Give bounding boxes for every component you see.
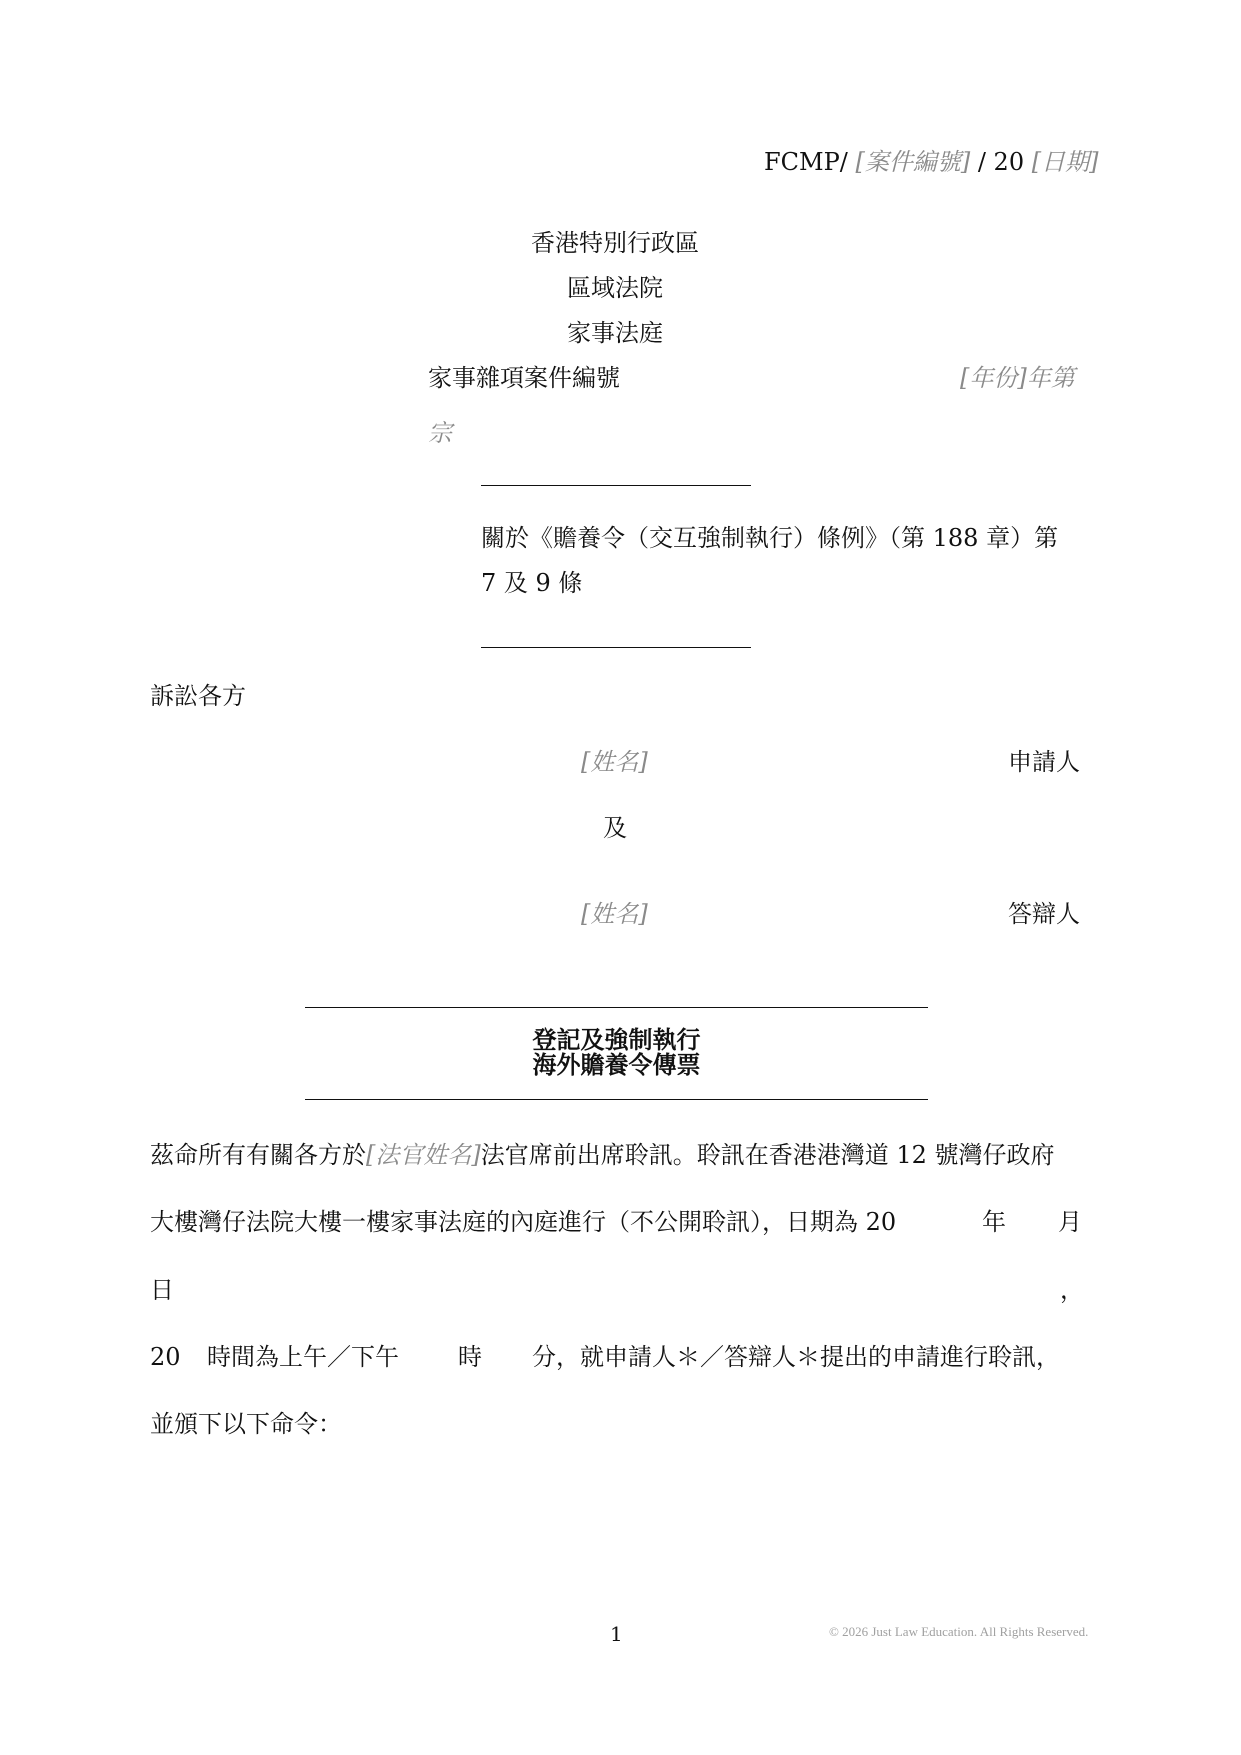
respondent-name-placeholder: [姓名] [581, 900, 648, 928]
title-bottom-rule [305, 1099, 928, 1100]
case-number [764, 147, 1098, 177]
body-line-5: 並頒下以下命令： [150, 1410, 342, 1438]
day-comma: ， [1060, 1276, 1084, 1304]
statute-line-2: 7 及 9 條 [481, 569, 583, 597]
case-year [960, 363, 1075, 393]
year-placeholder: [年份] [960, 364, 1027, 392]
year-suffix: 年第 [1026, 364, 1075, 392]
court-name: 區域法院 [567, 274, 663, 302]
applicant-name-placeholder: [姓名] [581, 748, 648, 776]
hour-blank-label: 時 [458, 1343, 482, 1371]
and-conjunction: 及 [603, 814, 627, 842]
body-text: 法官席前出席聆訊。聆訊在香港港灣道 12 號灣仔政府 [480, 1141, 1055, 1169]
document-title-line-1: 登記及強制執行 [532, 1025, 701, 1054]
body-line-1 [150, 1140, 1055, 1170]
statute-line-1: 關於《贍養令（交互強制執行）條例》（第 188 章）第 [481, 524, 1059, 552]
body-text: 茲命所有有關各方於 [150, 1141, 366, 1169]
divider-rule [481, 647, 751, 648]
copyright-notice: © 2026 Just Law Education. All Rights Reserved. [829, 1624, 1089, 1639]
page-number: 1 [610, 1622, 623, 1646]
case-prefix: FCMP/ [764, 148, 848, 176]
court-region: 香港特別行政區 [531, 229, 699, 257]
divider-rule [481, 485, 751, 486]
case-year-separator: / 20 [977, 148, 1025, 176]
case-number-placeholder: [案件編號] [855, 148, 971, 176]
title-top-rule [305, 1007, 928, 1008]
case-type-label: 家事雜項案件編號 [428, 364, 620, 392]
time-am-pm-label: 時間為上午／下午 [207, 1343, 399, 1371]
judge-name-placeholder: [法官姓名] [366, 1141, 481, 1169]
month-blank-label: 月 [1058, 1208, 1082, 1236]
document-title-line-2: 海外贍養令傳票 [532, 1050, 701, 1079]
year-blank-label: 年 [982, 1208, 1006, 1236]
body-line-2: 大樓灣仔法院大樓一樓家事法庭的內庭進行（不公開聆訊），日期為 20 [150, 1208, 897, 1236]
respondent-role: 答辯人 [1008, 900, 1080, 928]
applicant-role: 申請人 [1008, 748, 1080, 776]
case-suffix: 宗 [428, 419, 452, 447]
court-division: 家事法庭 [567, 319, 663, 347]
minute-and-application-text: 分，就申請人＊／答辯人＊提出的申請進行聆訊， [532, 1343, 1060, 1371]
parties-heading: 訴訟各方 [150, 682, 246, 710]
day-blank-label: 日 [150, 1276, 174, 1304]
time-year-prefix: 20 [150, 1343, 181, 1371]
date-placeholder: [日期] [1031, 148, 1099, 176]
